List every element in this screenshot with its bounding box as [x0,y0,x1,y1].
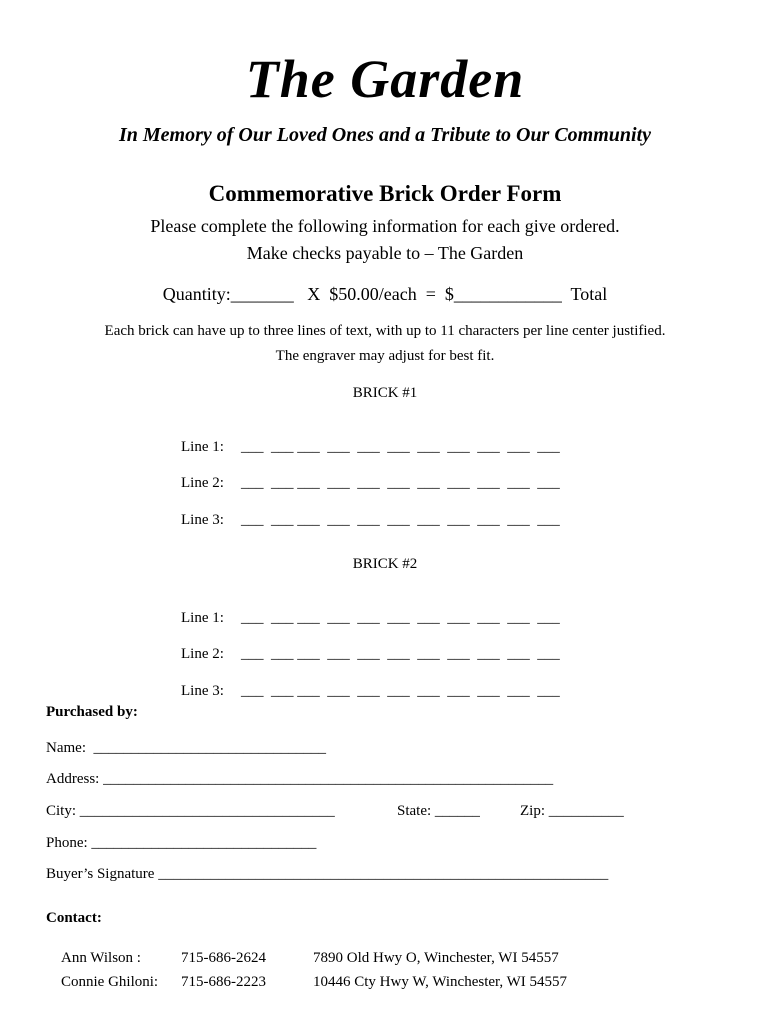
quantity-total-line[interactable]: Quantity:_______ X $50.00/each = $____________ Total [162,284,608,304]
purchased-by-heading: Purchased by: [46,704,138,720]
city-field[interactable]: City: __________________________________ [46,803,335,819]
page-title: The Garden [245,49,525,109]
line-label: Line 2: [181,475,224,491]
tagline: In Memory of Our Loved Ones and a Tribute to Our Community [118,124,652,146]
contact-address: 7890 Old Hwy O, Winchester, WI 54557 [313,950,559,966]
contact-address: 10446 Cty Hwy W, Winchester, WI 54557 [313,974,568,990]
line-label: Line 3: [181,683,224,699]
instruction-line-2: Make checks payable to – The Garden [246,243,524,263]
contact-name: Connie Ghiloni: [61,974,159,990]
line-label: Line 3: [181,512,224,528]
contact-name: Ann Wilson : [61,950,141,966]
line-blanks[interactable]: ___ ___ ___ ___ ___ ___ ___ ___ ___ ___ ___ [241,646,560,662]
line-blanks[interactable]: ___ ___ ___ ___ ___ ___ ___ ___ ___ ___ ___ [241,439,560,455]
contact-heading: Contact: [46,910,102,926]
line-blanks[interactable]: ___ ___ ___ ___ ___ ___ ___ ___ ___ ___ ___ [241,512,560,528]
line-label: Line 1: [181,610,224,626]
name-field[interactable]: Name: _______________________________ [46,740,326,756]
state-field[interactable]: State: ______ [397,803,480,819]
zip-field[interactable]: Zip: __________ [520,803,624,819]
phone-field[interactable]: Phone: ______________________________ [46,835,317,851]
brick-2-heading: BRICK #2 [352,556,418,572]
brick-1-heading: BRICK #1 [352,385,418,401]
line-blanks[interactable]: ___ ___ ___ ___ ___ ___ ___ ___ ___ ___ ___ [241,475,560,491]
contact-phone: 715-686-2624 [181,950,266,966]
form-title: Commemorative Brick Order Form [208,181,562,206]
line-label: Line 1: [181,439,224,455]
contact-phone: 715-686-2223 [181,974,266,990]
engraving-note-2: The engraver may adjust for best fit. [275,348,495,364]
address-field[interactable]: Address: ____________________________________________________________ [46,771,554,787]
contact-row [46,957,567,1008]
signature-field[interactable]: Buyer’s Signature ____________________________________________________________ [46,866,609,882]
brick-1-line-3[interactable] [166,495,560,546]
line-blanks[interactable]: ___ ___ ___ ___ ___ ___ ___ ___ ___ ___ ___ [241,683,560,699]
brick-2-line-3[interactable] [166,666,560,717]
line-blanks[interactable]: ___ ___ ___ ___ ___ ___ ___ ___ ___ ___ ___ [241,610,560,626]
engraving-note-1: Each brick can have up to three lines of text, with up to 11 characters per line center justified. [104,323,666,339]
instruction-line-1: Please complete the following information for each give ordered. [150,216,620,236]
line-label: Line 2: [181,646,224,662]
